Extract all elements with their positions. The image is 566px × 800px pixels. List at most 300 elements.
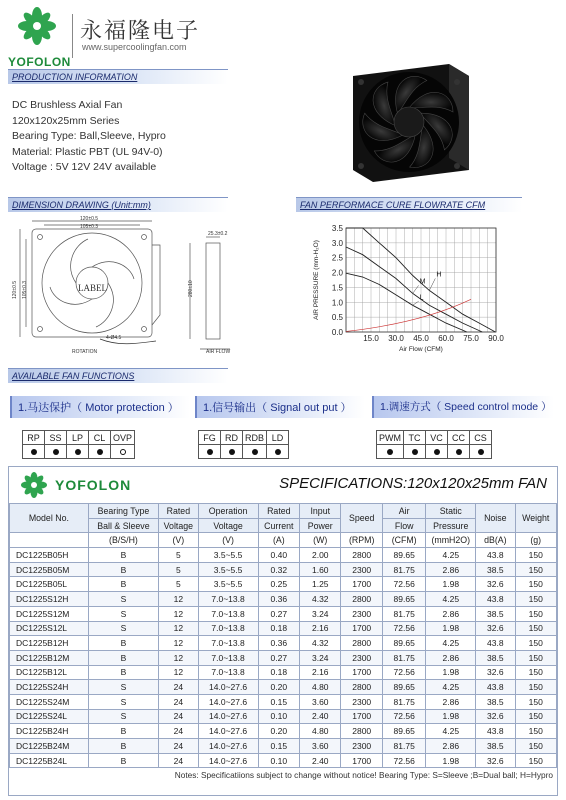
col-header: Noise: [476, 504, 515, 533]
speed-control-table: [376, 430, 492, 459]
col-header: Pressure: [426, 518, 476, 533]
available-dot-icon: [97, 449, 103, 455]
table-cell: 4.32: [300, 592, 341, 607]
table-cell: 81.75: [382, 650, 426, 665]
col-header: Weight: [515, 504, 557, 533]
table-cell: S: [88, 606, 158, 621]
table-cell: 89.65: [382, 724, 426, 739]
table-cell: 150: [515, 739, 557, 754]
table-cell: 7.0~13.8: [198, 665, 258, 680]
dimension-drawing: [10, 215, 260, 355]
function-code: VC: [426, 431, 448, 445]
table-cell: 38.5: [476, 562, 515, 577]
table-cell: DC1225B24M: [10, 739, 89, 754]
function-code: RP: [23, 431, 45, 445]
signal-output-title: 1.信号输出（ Signal out put ）: [195, 396, 365, 418]
table-cell: 3.24: [300, 650, 341, 665]
table-cell: 150: [515, 621, 557, 636]
x-tick-label: 75.0: [463, 334, 479, 343]
series-label: H: [436, 271, 442, 279]
table-cell: 38.5: [476, 739, 515, 754]
info-line: Voltage : 5V 12V 24V available: [12, 161, 157, 173]
table-cell: 12: [159, 650, 198, 665]
table-cell: 14.0~27.6: [198, 753, 258, 768]
spec-note: Notes: Specificatiions subject to change without notice! Bearing Type: S=Sleeve ;B=Dual ball; H=Hypro: [174, 770, 553, 781]
col-header: Speed: [341, 504, 382, 533]
company-name-cn: 永福隆电子: [80, 19, 201, 44]
table-row: [10, 577, 557, 592]
table-row: [10, 680, 557, 695]
table-cell: S: [88, 592, 158, 607]
available-dot-icon: [412, 449, 418, 455]
table-cell: 2800: [341, 680, 382, 695]
table-cell: 3.60: [300, 694, 341, 709]
unit-header: (A): [258, 533, 299, 548]
function-code: CS: [470, 431, 492, 445]
table-cell: 1.98: [426, 709, 476, 724]
table-cell: 43.8: [476, 724, 515, 739]
x-tick-label: 15.0: [363, 334, 379, 343]
function-code: FG: [199, 431, 221, 445]
table-row: [10, 621, 557, 636]
table-cell: B: [88, 739, 158, 754]
dim-label: 4-Ø4.5: [106, 335, 122, 341]
table-cell: 150: [515, 753, 557, 768]
col-header: Static: [426, 504, 476, 519]
unit-header: (CFM): [382, 533, 426, 548]
table-cell: DC1225S24L: [10, 709, 89, 724]
production-heading: PRODUCTION INFORMATION: [8, 69, 228, 84]
table-cell: 72.56: [382, 577, 426, 592]
spec-panel: [8, 466, 558, 796]
table-cell: 1700: [341, 665, 382, 680]
table-cell: 32.6: [476, 753, 515, 768]
col-header: Voltage: [159, 518, 198, 533]
available-dot-icon: [207, 449, 213, 455]
table-cell: 150: [515, 724, 557, 739]
series-label: M: [419, 278, 426, 286]
table-cell: 150: [515, 577, 557, 592]
table-cell: 0.10: [258, 753, 299, 768]
table-cell: S: [88, 694, 158, 709]
table-cell: B: [88, 548, 158, 563]
table-cell: 150: [515, 548, 557, 563]
function-code: OVP: [111, 431, 135, 445]
table-cell: 150: [515, 709, 557, 724]
table-cell: 43.8: [476, 680, 515, 695]
table-cell: 2.40: [300, 753, 341, 768]
spec-brand: YOFOLON: [55, 477, 132, 493]
unit-header: (V): [198, 533, 258, 548]
table-cell: 1700: [341, 753, 382, 768]
impedance-curve: [346, 299, 471, 331]
available-dot-icon: [75, 449, 81, 455]
table-cell: 32.6: [476, 577, 515, 592]
table-row: [10, 665, 557, 680]
unit-header: (RPM): [341, 533, 382, 548]
table-cell: DC1225B05L: [10, 577, 89, 592]
brand-logo: [8, 6, 71, 69]
table-cell: 2.86: [426, 650, 476, 665]
table-cell: 12: [159, 592, 198, 607]
col-header: Power: [300, 518, 341, 533]
flower-logo-icon: [8, 6, 66, 52]
table-cell: 150: [515, 694, 557, 709]
col-header: Air: [382, 504, 426, 519]
table-cell: 2.86: [426, 562, 476, 577]
table-cell: 3.5~5.5: [198, 548, 258, 563]
performance-chart: [310, 222, 510, 360]
table-cell: 2.00: [300, 548, 341, 563]
table-cell: 89.65: [382, 548, 426, 563]
function-code: LP: [67, 431, 89, 445]
table-cell: DC1225S12L: [10, 621, 89, 636]
table-cell: 24: [159, 694, 198, 709]
table-row: [10, 592, 557, 607]
table-cell: 72.56: [382, 665, 426, 680]
fan-label-text: LABEL: [78, 283, 107, 293]
unit-header: (W): [300, 533, 341, 548]
table-cell: 81.75: [382, 694, 426, 709]
table-cell: 4.25: [426, 548, 476, 563]
table-cell: 72.56: [382, 621, 426, 636]
dim-label: ROTATION: [72, 349, 98, 355]
y-axis-label: AIR PRESSURE (mm-H₂O): [313, 240, 320, 320]
table-cell: B: [88, 724, 158, 739]
table-cell: 81.75: [382, 606, 426, 621]
table-cell: 150: [515, 592, 557, 607]
table-cell: 0.15: [258, 694, 299, 709]
table-cell: 12: [159, 665, 198, 680]
col-header: Voltage: [198, 518, 258, 533]
table-cell: 2300: [341, 606, 382, 621]
production-info: [12, 98, 166, 176]
table-cell: 0.25: [258, 577, 299, 592]
table-cell: DC1225S12H: [10, 592, 89, 607]
table-row: [10, 650, 557, 665]
table-row: [10, 636, 557, 651]
table-cell: 1700: [341, 577, 382, 592]
dim-label: 105±0.3: [22, 280, 28, 299]
table-cell: 12: [159, 606, 198, 621]
fan-photo: [345, 62, 475, 184]
signal-output-table: [198, 430, 289, 459]
table-cell: 150: [515, 562, 557, 577]
table-cell: 0.20: [258, 680, 299, 695]
spec-title: SPECIFICATIONS:120x120x25mm FAN: [279, 475, 547, 492]
table-cell: 2300: [341, 694, 382, 709]
table-cell: 4.80: [300, 680, 341, 695]
table-cell: 5: [159, 562, 198, 577]
spec-header: [9, 467, 557, 503]
table-cell: 4.25: [426, 636, 476, 651]
function-code: TC: [404, 431, 426, 445]
function-code: RD: [221, 431, 243, 445]
function-code: LD: [267, 431, 289, 445]
table-cell: 4.32: [300, 636, 341, 651]
available-dot-icon: [434, 449, 440, 455]
x-tick-label: 45.0: [413, 334, 429, 343]
table-cell: 1.98: [426, 621, 476, 636]
table-cell: 32.6: [476, 621, 515, 636]
unit-header: (mmH2O): [426, 533, 476, 548]
table-cell: 32.6: [476, 665, 515, 680]
table-cell: 1700: [341, 709, 382, 724]
col-header: Ball & Sleeve: [88, 518, 158, 533]
table-cell: 24: [159, 680, 198, 695]
table-cell: 150: [515, 680, 557, 695]
table-cell: 150: [515, 636, 557, 651]
table-cell: 7.0~13.8: [198, 592, 258, 607]
table-cell: 24: [159, 739, 198, 754]
table-cell: 150: [515, 606, 557, 621]
table-cell: 0.36: [258, 592, 299, 607]
table-cell: 2300: [341, 650, 382, 665]
available-dot-icon: [252, 449, 258, 455]
y-tick-label: 3.0: [331, 238, 343, 248]
table-cell: 2300: [341, 739, 382, 754]
y-tick-label: 1.0: [331, 298, 343, 308]
company-url: www.supercoolingfan.com: [82, 42, 187, 52]
table-cell: 7.0~13.8: [198, 606, 258, 621]
table-cell: DC1225B05H: [10, 548, 89, 563]
series-label: L: [419, 294, 424, 302]
unit-header: (B/S/H): [88, 533, 158, 548]
col-header: Input: [300, 504, 341, 519]
table-cell: B: [88, 577, 158, 592]
table-cell: S: [88, 621, 158, 636]
table-cell: 43.8: [476, 548, 515, 563]
table-cell: 3.5~5.5: [198, 562, 258, 577]
table-cell: 24: [159, 753, 198, 768]
table-cell: DC1225B12L: [10, 665, 89, 680]
y-tick-label: 3.5: [331, 224, 343, 233]
series-label-leader: [429, 278, 435, 290]
function-code: CL: [89, 431, 111, 445]
dim-label: 120±0.5: [12, 280, 18, 299]
table-cell: 4.25: [426, 724, 476, 739]
available-dot-icon: [229, 449, 235, 455]
motor-protection-table: [22, 430, 135, 459]
table-cell: 1700: [341, 621, 382, 636]
table-cell: 4.25: [426, 592, 476, 607]
table-cell: DC1225S24M: [10, 694, 89, 709]
table-cell: B: [88, 753, 158, 768]
table-row: [10, 739, 557, 754]
table-cell: 4.25: [426, 680, 476, 695]
info-line: Material: Plastic PBT (UL 94V-0): [12, 145, 163, 158]
table-cell: 1.98: [426, 665, 476, 680]
info-line: DC Brushless Axial Fan: [12, 99, 123, 111]
dim-label: AIR FLOW: [206, 349, 231, 355]
available-dot-icon: [456, 449, 462, 455]
col-header: Rated: [258, 504, 299, 519]
table-cell: 0.18: [258, 665, 299, 680]
table-cell: 43.8: [476, 592, 515, 607]
unit-header: dB(A): [476, 533, 515, 548]
table-cell: 14.0~27.6: [198, 709, 258, 724]
table-cell: DC1225B24H: [10, 724, 89, 739]
table-cell: 150: [515, 665, 557, 680]
table-cell: S: [88, 680, 158, 695]
table-cell: 3.5~5.5: [198, 577, 258, 592]
table-cell: 72.56: [382, 709, 426, 724]
table-cell: DC1225B05M: [10, 562, 89, 577]
table-cell: 2.16: [300, 665, 341, 680]
y-tick-label: 2.0: [331, 268, 343, 278]
table-cell: 81.75: [382, 739, 426, 754]
dim-label: 105±0.3: [80, 224, 99, 230]
col-header: Operation: [198, 504, 258, 519]
table-row: [10, 694, 557, 709]
series-label-leader: [413, 285, 419, 293]
table-cell: 14.0~27.6: [198, 739, 258, 754]
motor-protection-title: 1.马达保护（ Motor protection ）: [10, 396, 190, 418]
function-code: RDB: [243, 431, 267, 445]
table-cell: 1.98: [426, 577, 476, 592]
table-row: [10, 724, 557, 739]
table-cell: 7.0~13.8: [198, 650, 258, 665]
table-cell: 0.40: [258, 548, 299, 563]
table-cell: 12: [159, 621, 198, 636]
table-cell: 3.60: [300, 739, 341, 754]
table-cell: 32.6: [476, 709, 515, 724]
curve-heading: FAN PERFORMACE CURE FLOWRATE CFM: [296, 197, 522, 212]
table-row: [10, 548, 557, 563]
unit-header: (V): [159, 533, 198, 548]
col-header: Bearing Type: [88, 504, 158, 519]
col-header: Rated: [159, 504, 198, 519]
table-cell: 3.24: [300, 606, 341, 621]
table-cell: 38.5: [476, 694, 515, 709]
info-line: 120x120x25mm Series: [12, 114, 120, 127]
table-cell: B: [88, 636, 158, 651]
table-cell: 2.86: [426, 739, 476, 754]
table-cell: 43.8: [476, 636, 515, 651]
table-cell: 2800: [341, 636, 382, 651]
brand-name: YOFOLON: [8, 55, 71, 69]
table-cell: 0.36: [258, 636, 299, 651]
curve-L: [346, 273, 467, 332]
y-tick-label: 2.5: [331, 253, 343, 263]
table-row: [10, 562, 557, 577]
optional-dot-icon: [120, 449, 126, 455]
table-cell: 2.86: [426, 694, 476, 709]
table-cell: 89.65: [382, 636, 426, 651]
unit-header: (g): [515, 533, 557, 548]
table-cell: 24: [159, 709, 198, 724]
x-tick-label: 90.0: [488, 334, 504, 343]
dim-label: 120±0.5: [80, 216, 99, 222]
table-cell: DC1225B12M: [10, 650, 89, 665]
table-cell: DC1225S24H: [10, 680, 89, 695]
table-cell: 81.75: [382, 562, 426, 577]
functions-heading: AVAILABLE FAN FUNCTIONS: [8, 368, 228, 383]
table-cell: 38.5: [476, 606, 515, 621]
table-cell: 0.27: [258, 606, 299, 621]
table-cell: DC1225B24L: [10, 753, 89, 768]
table-cell: 2800: [341, 548, 382, 563]
table-cell: B: [88, 650, 158, 665]
function-code: SS: [45, 431, 67, 445]
table-cell: 72.56: [382, 753, 426, 768]
table-cell: 2.16: [300, 621, 341, 636]
col-header: Flow: [382, 518, 426, 533]
table-cell: 0.18: [258, 621, 299, 636]
x-axis-label: Air Flow (CFM): [399, 346, 443, 353]
y-tick-label: 1.5: [331, 283, 343, 293]
available-dot-icon: [387, 449, 393, 455]
table-cell: 89.65: [382, 592, 426, 607]
table-cell: 7.0~13.8: [198, 636, 258, 651]
table-cell: 14.0~27.6: [198, 694, 258, 709]
table-cell: 0.20: [258, 724, 299, 739]
series-label-leader: [413, 301, 419, 305]
x-tick-label: 60.0: [438, 334, 454, 343]
table-cell: 1.25: [300, 577, 341, 592]
table-row: [10, 753, 557, 768]
table-row: [10, 606, 557, 621]
table-cell: 5: [159, 577, 198, 592]
x-tick-label: 30.0: [388, 334, 404, 343]
table-cell: B: [88, 665, 158, 680]
info-line: Bearing Type: Ball,Sleeve, Hypro: [12, 130, 166, 142]
available-dot-icon: [275, 449, 281, 455]
flower-logo-icon: [15, 471, 53, 499]
spec-table: [9, 503, 557, 768]
function-code: CC: [448, 431, 470, 445]
dim-label: 280±10: [188, 280, 194, 297]
dimension-heading: DIMENSION DRAWING (Unit:mm): [8, 197, 228, 212]
table-cell: DC1225S12M: [10, 606, 89, 621]
table-cell: 2800: [341, 592, 382, 607]
table-cell: 150: [515, 650, 557, 665]
table-cell: 4.80: [300, 724, 341, 739]
available-dot-icon: [478, 449, 484, 455]
table-cell: 2800: [341, 724, 382, 739]
table-cell: 24: [159, 724, 198, 739]
available-dot-icon: [31, 449, 37, 455]
table-cell: B: [88, 562, 158, 577]
table-cell: 14.0~27.6: [198, 680, 258, 695]
table-row: [10, 709, 557, 724]
table-cell: 5: [159, 548, 198, 563]
speed-control-title: 1.调速方式（ Speed control mode ）: [372, 396, 554, 418]
table-cell: 0.27: [258, 650, 299, 665]
table-cell: 2300: [341, 562, 382, 577]
table-cell: 1.60: [300, 562, 341, 577]
table-cell: DC1225B12H: [10, 636, 89, 651]
col-header: Model No.: [10, 504, 89, 533]
table-cell: 0.15: [258, 739, 299, 754]
dim-label: 25.3±0.2: [208, 231, 228, 237]
table-cell: 1.98: [426, 753, 476, 768]
table-cell: 89.65: [382, 680, 426, 695]
table-cell: 0.10: [258, 709, 299, 724]
function-code: PWM: [377, 431, 404, 445]
y-tick-label: 0.0: [331, 328, 343, 337]
available-dot-icon: [53, 449, 59, 455]
table-cell: 2.40: [300, 709, 341, 724]
table-cell: 38.5: [476, 650, 515, 665]
table-cell: 12: [159, 636, 198, 651]
y-tick-label: 0.5: [331, 313, 343, 323]
table-cell: S: [88, 709, 158, 724]
table-cell: 0.32: [258, 562, 299, 577]
table-cell: 7.0~13.8: [198, 621, 258, 636]
table-cell: 14.0~27.6: [198, 724, 258, 739]
col-header: Current: [258, 518, 299, 533]
